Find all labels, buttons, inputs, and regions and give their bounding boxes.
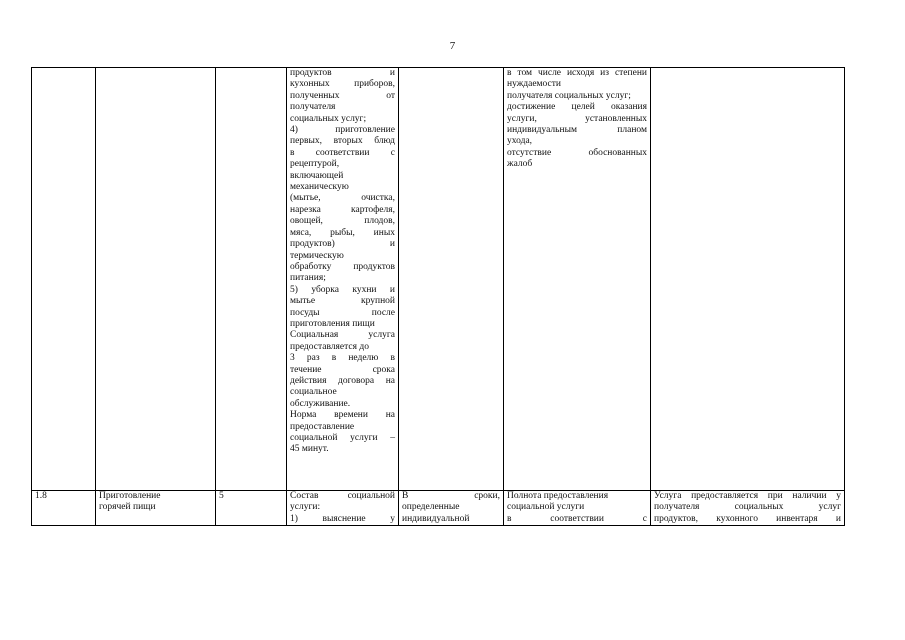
cell-service-name [96,491,216,526]
text-line: мытье крупной [290,296,395,307]
text-line: обработку продуктов [290,261,395,272]
text-line: питания; [290,273,326,284]
text-line: социальное [290,387,337,398]
text-line: 4) приготовление [290,125,395,136]
text-line: индивидуальной [402,513,470,524]
text-line: 5) уборка кухни и [290,284,395,295]
services-table [31,67,845,526]
text-line: продуктов) и [290,239,395,250]
text-line: посуды после [290,307,395,318]
text-line: первых, вторых блюд [290,136,395,147]
text-line: обслуживание. [290,398,351,409]
text-line: Состав социальной [290,491,395,501]
cell-code [216,68,287,491]
text-line: жалоб [507,159,533,170]
text-line: 1) выяснение у [290,513,395,524]
text-line: в соответствии с [290,147,395,158]
text-line: социальных услуг; [290,113,367,124]
cell-quality-indicators [504,68,651,491]
text-line: достижение целей оказания [507,102,647,113]
cell-number [32,491,96,526]
text-line: приготовления пищи [290,318,375,329]
text-line: (мытье, очистка, [290,193,395,204]
text-line: в том числе исходя из степени [507,68,647,78]
text-line: социальной услуги – [290,433,395,443]
text-line: определенные [402,502,460,513]
table-row [32,68,845,491]
text-line: полученных от [290,90,395,101]
text-line: кухонных приборов, [290,79,395,90]
cell-quality-indicators [504,491,651,526]
text-line: 45 минут. [290,444,329,455]
cell-service-description [287,68,399,491]
text-line: получателя социальных услуг; [507,90,631,101]
cell-terms [399,68,504,491]
text-line: нарезка картофеля, [290,204,395,215]
text-line: услуги, установленных [507,113,647,124]
text-line: в соответствии с [507,513,647,524]
text-line: ухода, [507,136,533,147]
text-line: В сроки, [402,491,500,501]
text-line: 3 раз в неделю в [290,353,395,364]
service-name-line: Приготовление [99,491,161,501]
text-line: предоставление [290,421,355,432]
cell-conditions [651,68,845,491]
text-line: овощей, плодов, [290,216,395,227]
service-name-line: горячей пищи [99,502,156,513]
text-line: термическую [290,250,344,261]
code-value: 5 [219,491,224,501]
cell-code [216,491,287,526]
text-line: получателя социальных услуг [654,502,841,513]
text-line: включающей [290,170,344,181]
cell-number [32,68,96,491]
text-line: продуктов и [290,68,395,78]
text-line: предоставляется до [290,341,369,352]
text-line: Социальная услуга [290,330,395,341]
page-number: 7 [449,40,456,52]
cell-conditions [651,491,845,526]
text-line: Норма времени на [290,410,395,421]
row-number: 1.8 [35,491,47,501]
text-line: Услуга предоставляется при наличии у [654,491,841,501]
text-line: продуктов, кухонного инвентаря и [654,513,841,524]
text-line: отсутствие обоснованных [507,147,647,158]
table-row [32,491,845,526]
cell-service-description [287,491,399,526]
text-line: Полнота предоставления [507,491,609,501]
text-line: услуги: [290,502,321,513]
text-line: рецептурой, [290,159,340,170]
text-line: получателя [290,102,336,113]
text-line: нуждаемости [507,79,561,90]
text-line: течение срока [290,364,395,375]
text-line: действия договора на [290,375,395,386]
cell-service-name [96,68,216,491]
cell-terms [399,491,504,526]
text-line: социальной услуги [507,502,585,513]
text-line: механическую [290,182,349,193]
text-line: мяса, рыбы, иных [290,227,395,238]
text-line: индивидуальным планом [507,125,647,136]
